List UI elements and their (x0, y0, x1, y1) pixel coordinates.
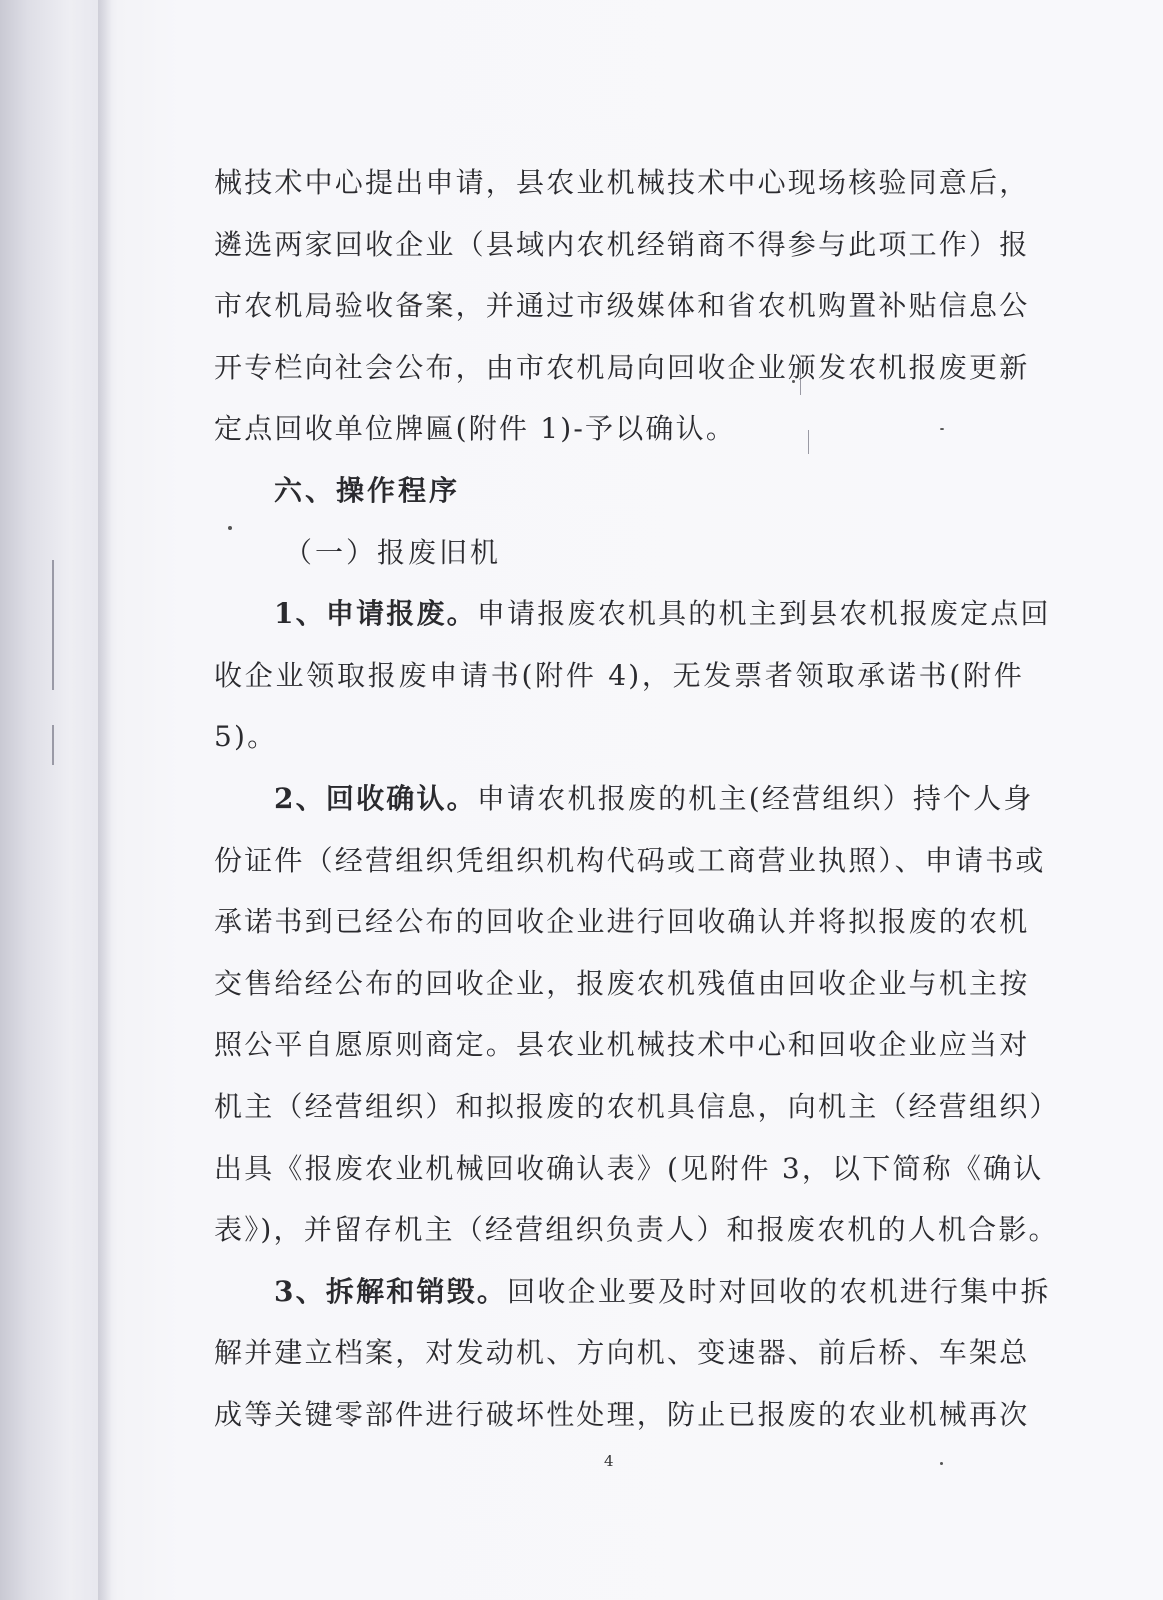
item-1-first-line (214, 583, 1051, 645)
page-number: 4 (604, 1452, 614, 1470)
binding-mark (52, 725, 54, 765)
document-body (214, 152, 1060, 1445)
paragraph-line: 械技术中心提出申请，县农业机械技术中心现场核验同意后， (214, 166, 1030, 199)
binding-shadow (98, 0, 112, 1600)
binding-mark (52, 560, 54, 690)
paragraph-line: 开专栏向社会公布，由市农机局向回收企业颁发农机报废更新 (214, 350, 1030, 384)
paragraph-line: 表》)，并留存机主（经营组织负责人）和报废农机的人机合影。 (214, 1213, 1059, 1247)
paragraph-line: 出具《报废农业机械回收确认表》(见附件 3，以下简称《确认 (214, 1151, 1044, 1185)
item-2-text: 申请农机报废的机主(经营组织）持个人身 (476, 781, 1034, 815)
paragraph-line: 承诺书到已经公布的回收企业进行回收确认并将拟报废的农机 (214, 905, 1030, 939)
paragraph-line: 解并建立档案，对发动机、方向机、变速器、前后桥、车架总 (214, 1336, 1030, 1370)
paragraph-line: 遴选两家回收企业（县域内农机经销商不得参与此项工作）报 (214, 227, 1030, 261)
paragraph-line: 交售给经公布的回收企业，报废农机残值由回收企业与机主按 (214, 966, 1030, 1000)
item-1-term: 1、申请报废。 (274, 597, 477, 631)
item-1-text: 申请报废农机具的机主到县农机报废定点回 (476, 597, 1051, 631)
paragraph-line: 市农机局验收备案，并通过市级媒体和省农机购置补贴信息公 (214, 289, 1030, 323)
item-2-term: 2、回收确认。 (274, 781, 477, 815)
paragraph-line: 份证件（经营组织凭组织机构代码或工商营业执照）、申请书或 (214, 843, 1046, 877)
paragraph-line: 定点回收单位牌匾(附件 1)-予以确认。 (214, 412, 737, 446)
paragraph-line: 成等关键零部件进行破坏性处理，防止已报废的农业机械再次 (214, 1397, 1030, 1431)
item-2-first-line (214, 768, 1034, 830)
scan-speck (940, 1462, 943, 1465)
paragraph-line: 照公平自愿原则商定。县农业机械技术中心和回收企业应当对 (214, 1028, 1030, 1062)
paragraph-line: 机主（经营组织）和拟报废的农机具信息，向机主（经营组织） (214, 1089, 1060, 1123)
item-3-term: 3、拆解和销毁。 (274, 1274, 508, 1308)
section-heading: 六、操作程序 (274, 473, 461, 507)
paragraph-line: 5)。 (214, 720, 278, 754)
item-3-text: 回收企业要及时对回收的农机进行集中拆 (507, 1274, 1051, 1308)
subsection-heading: （一）报废旧机 (284, 535, 502, 569)
paragraph-line: 收企业领取报废申请书(附件 4)，无发票者领取承诺书(附件 (214, 658, 1024, 692)
item-3-first-line (214, 1261, 1051, 1323)
